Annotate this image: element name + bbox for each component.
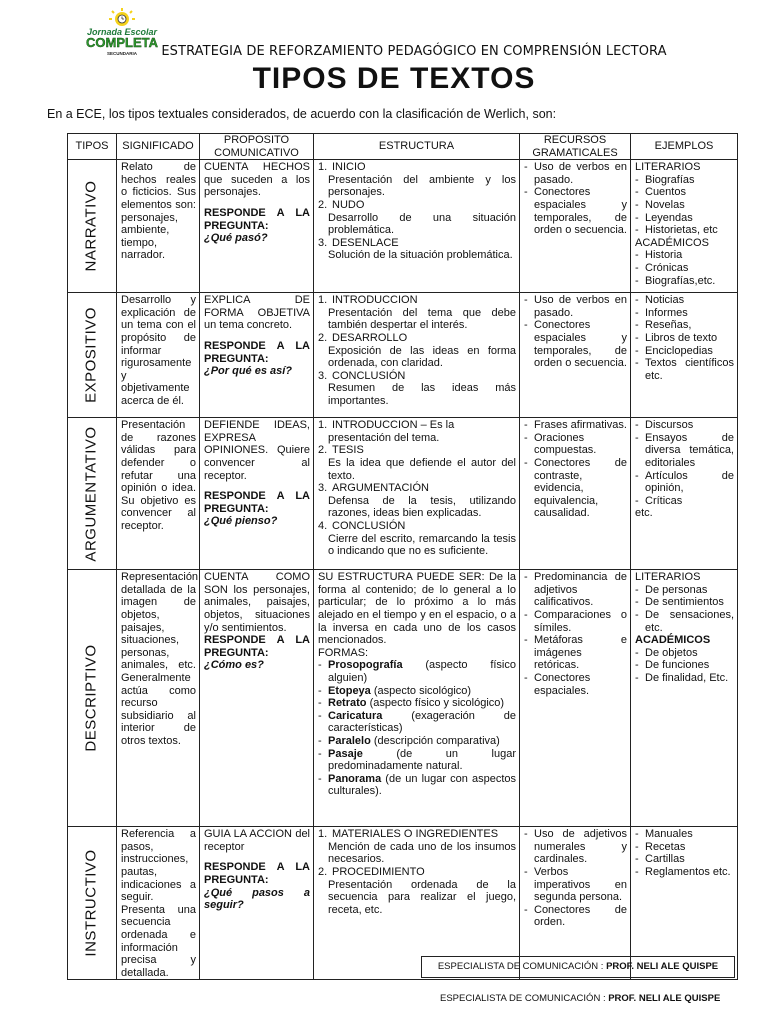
estructura-desc: Desarrollo de una situación problemática.	[328, 211, 516, 237]
estructura-cell	[314, 570, 520, 827]
significado-cell: Presentación de razones válidas para defender o refutar una opinión o idea. Su objetivo es convencer al receptor.	[117, 418, 200, 570]
list-item: - Uso de adjetivos numerales y cardinales.	[524, 828, 627, 866]
list-item: - Noticias	[635, 294, 685, 307]
list-item: - Informes	[635, 306, 688, 319]
footer-specialist-line	[440, 993, 720, 1004]
proposito-cell	[200, 827, 314, 980]
significado-cell: Referencia a pasos, instrucciones, pautas, indicaciones a seguir. Presenta una secuencia ordenada e información precisa y detallada.	[117, 827, 200, 980]
list-item: - Ensayos de diversa temática, editoriales	[635, 431, 734, 469]
recursos-cell	[520, 293, 631, 418]
estructura-item: 2. PROCEDIMIENTO	[318, 865, 425, 878]
proposito-cell	[200, 418, 314, 570]
proposito-main: EXPLICA DE FORMA OBJETIVA un tema concreto.	[204, 294, 310, 332]
pregunta-label: RESPONDE A LA PREGUNTA:	[204, 206, 310, 232]
text-types-table	[67, 133, 738, 980]
ejemplos-cell	[631, 160, 738, 293]
list-item: - Verbos imperativos en segunda persona.	[524, 865, 627, 904]
list-item: - Pasaje (de un lugar predominadamente natural.	[318, 747, 516, 773]
tipo-label: NARRATIVO	[82, 180, 100, 272]
list-item: LITERARIOS	[635, 161, 701, 174]
estructura-desc: Presentación ordenada de la secuencia para realizar el juego, receta, etc.	[328, 878, 516, 916]
pregunta-question: ¿Qué pasos a seguir?	[204, 886, 310, 912]
estructura-desc: presentación del tema.	[328, 431, 440, 444]
significado-cell: Representación detallada de la imagen de objetos, paisajes, situaciones, personas, animales, etc. Generalmente actúa como recurso subsidiario al interior de otros textos.	[117, 570, 200, 827]
ejemplos-cell	[631, 570, 738, 827]
estructura-item: 2. DESARROLLO	[318, 331, 408, 344]
list-item: - Reseñas,	[635, 319, 692, 332]
table-row	[68, 160, 738, 293]
estructura-item: 1. MATERIALES O INGREDIENTES	[318, 828, 499, 841]
header-estructura: ESTRUCTURA	[314, 134, 520, 160]
proposito-cell	[200, 160, 314, 293]
list-item: - Recetas	[635, 840, 686, 853]
table-row	[68, 570, 738, 827]
document-subtitle: ESTRATEGIA DE REFORZAMIENTO PEDAGÓGICO EN COMPRENSIÓN LECTORA	[161, 44, 667, 59]
list-item: - Uso de verbos en pasado.	[524, 294, 627, 319]
list-item: - De sentimientos	[635, 596, 724, 609]
header-significado: SIGNIFICADO	[117, 134, 200, 160]
list-item: - Metáforas e imágenes retóricas.	[524, 634, 627, 672]
estructura-desc: Es la idea que defiende el autor del texto.	[328, 456, 516, 482]
list-item: - De objetos	[635, 646, 698, 659]
estructura-cell	[314, 160, 520, 293]
formas-label: FORMAS:	[318, 646, 369, 659]
list-item: - De funciones	[635, 659, 710, 672]
ejemplos-cell	[631, 418, 738, 570]
table-row	[68, 293, 738, 418]
list-item: - Discursos	[635, 419, 694, 432]
recursos-cell	[520, 418, 631, 570]
proposito-main: CUENTA COMO SON los personajes, animales, paisajes, objetos, situaciones y/o sentimientos.	[204, 571, 310, 634]
pregunta-question: ¿Qué pienso?	[204, 515, 278, 528]
ejemplos-cell	[631, 293, 738, 418]
document-title: TIPOS DE TEXTOS	[252, 62, 536, 95]
proposito-cell	[200, 570, 314, 827]
footer-name-2: PROF. NELI ALE QUISPE	[608, 993, 721, 1004]
estructura-item: 3. DESENLACE	[318, 236, 399, 249]
significado-cell: Relato de hechos reales o ficticios. Sus elementos son: personajes, ambiente, tiempo, narrador.	[117, 160, 200, 293]
tipo-cell	[68, 160, 117, 293]
list-item: - Caricatura (exageración de características)	[318, 709, 516, 735]
list-item: - Retrato (aspecto físico y sicológico)	[318, 697, 505, 710]
estructura-intro: SU ESTRUCTURA PUEDE SER: De la forma al contenido; de lo general a lo particular; de lo próximo a lo más alejado en el tiempo y en el espacio, o a la inversa en cada uno de los casos mencionados.	[318, 571, 516, 647]
tipo-cell	[68, 293, 117, 418]
header-ejemplos: EJEMPLOS	[631, 134, 738, 160]
header-tipos: TIPOS	[68, 134, 117, 160]
pregunta-label: RESPONDE A LA PREGUNTA:	[204, 339, 310, 365]
list-item: - Predominancia de adjetivos calificativos.	[524, 571, 627, 609]
tipo-label: DESCRIPTIVO	[82, 644, 100, 752]
list-item: - Textos científicos etc.	[635, 357, 734, 382]
list-item: - De personas	[635, 583, 708, 596]
list-item: - Oraciones compuestas.	[524, 431, 597, 457]
list-item: - Artículos de opinión,	[635, 469, 734, 495]
pregunta-label: RESPONDE A LA PREGUNTA:	[204, 490, 310, 515]
proposito-cell	[200, 293, 314, 418]
estructura-desc: Solución de la situación problemática.	[328, 249, 513, 262]
list-item: - Paralelo (descripción comparativa)	[318, 734, 500, 747]
pregunta-question: ¿Por qué es así?	[204, 365, 293, 378]
estructura-item: 3. ARGUMENTACIÓN	[318, 482, 429, 495]
tipo-cell	[68, 418, 117, 570]
tipo-label: ARGUMENTATIVO	[82, 426, 100, 562]
estructura-desc: Presentación del ambiente y los personajes.	[328, 173, 516, 199]
logo-line1: Jornada Escolar	[86, 27, 158, 37]
list-item: - Conectores de orden.	[524, 903, 627, 929]
estructura-item: 2. NUDO	[318, 198, 365, 211]
list-item: - Libros de texto	[635, 331, 718, 344]
list-item: - Conectores espaciales y temporales, de orden o secuencia.	[524, 319, 627, 370]
estructura-item: 1. INICIO	[318, 161, 366, 174]
list-item: - Etopeya (aspecto sicológico)	[318, 684, 472, 697]
pregunta-label: RESPONDE A LA PREGUNTA:	[204, 861, 310, 886]
proposito-main: CUENTA HECHOS que suceden a los personajes.	[204, 161, 310, 199]
estructura-item: 1. INTRODUCCION – Es la	[318, 419, 455, 432]
list-item: - Uso de verbos en pasado.	[524, 161, 627, 186]
tipo-cell	[68, 827, 117, 980]
significado-cell: Desarrollo y explicación de un tema con el propósito de informar rigurosamente y objetivamente acerca de él.	[117, 293, 200, 418]
list-item: - Historia	[635, 249, 683, 262]
pregunta-label: RESPONDE A LA PREGUNTA:	[204, 634, 310, 659]
tipo-label: INSTRUCTIVO	[82, 849, 100, 957]
recursos-cell	[520, 570, 631, 827]
table-header-row	[68, 134, 738, 160]
estructura-item: 4. CONCLUSIÓN	[318, 519, 406, 532]
footer-specialist-box	[421, 956, 735, 978]
tipo-label: EXPOSITIVO	[82, 307, 100, 404]
pregunta-question: ¿Qué pasó?	[204, 232, 268, 245]
list-item: - Historietas, etc	[635, 224, 718, 237]
list-item: - Conectores espaciales.	[524, 671, 591, 697]
estructura-desc: Presentación del tema que debe también despertar el interés.	[328, 306, 516, 332]
list-item: - Enciclopedias	[635, 344, 713, 357]
estructura-item: 2. TESIS	[318, 444, 364, 457]
estructura-item: 1. INTRODUCCION	[318, 294, 418, 307]
list-item: - Conectores de contraste, evidencia, equivalencia, causalidad.	[524, 456, 627, 520]
intro-text: En a ECE, los tipos textuales considerados, de acuerdo con la clasificación de Werlich, son:	[47, 107, 557, 121]
list-item: - Críticas	[635, 494, 683, 507]
list-item: LITERARIOS	[635, 571, 701, 584]
list-item: - Manuales	[635, 828, 693, 841]
list-item: - Biografías,etc.	[635, 274, 716, 287]
list-item: - Comparaciones o símiles.	[524, 608, 627, 634]
list-item: ACADÉMICOS	[635, 236, 709, 249]
pregunta-question: ¿Cómo es?	[204, 659, 264, 672]
list-item: ACADÉMICOS	[635, 634, 711, 647]
tipo-cell	[68, 570, 117, 827]
logo-line2: COMPLETA	[86, 35, 158, 50]
list-item: - Conectores espaciales y temporales, de orden o secuencia.	[524, 186, 627, 237]
sun-icon	[109, 8, 135, 26]
list-item: - Leyendas	[635, 211, 693, 224]
estructura-item: 3. CONCLUSIÓN	[318, 369, 406, 382]
list-item: - Cartillas	[635, 853, 685, 866]
estructura-desc: Resumen de las ideas más importantes.	[328, 382, 516, 407]
estructura-desc: Exposición de las ideas en forma ordenada, con claridad.	[328, 344, 516, 370]
list-item: - Prosopografía (aspecto físico alguien)	[318, 659, 516, 684]
footer-label: ESPECIALISTA DE COMUNICACIÓN :	[437, 961, 607, 972]
list-item: - De finalidad, Etc.	[635, 671, 729, 684]
list-item: - Crónicas	[635, 261, 689, 274]
estructura-cell	[314, 418, 520, 570]
footer-name: PROF. NELI ALE QUISPE	[606, 961, 719, 972]
header-recursos: RECURSOS GRAMATICALES	[520, 134, 631, 160]
estructura-cell	[314, 293, 520, 418]
recursos-cell	[520, 160, 631, 293]
list-item: etc.	[635, 507, 653, 520]
estructura-desc: Defensa de la tesis, utilizando razones, ideas bien explicadas.	[328, 494, 516, 520]
list-item: - Frases afirmativas.	[524, 419, 627, 432]
list-item: - Biografías	[635, 173, 695, 186]
header-proposito: PROPOSITO COMUNICATIVO	[200, 134, 314, 160]
list-item: - Reglamentos etc.	[635, 865, 731, 878]
table-row	[68, 418, 738, 570]
list-item: - Novelas	[635, 198, 685, 211]
list-item: - Panorama (de un lugar con aspectos culturales).	[318, 772, 516, 798]
estructura-desc: Mención de cada uno de los insumos necesarios.	[328, 840, 516, 866]
logo-line3: SECUNDARIA	[106, 51, 138, 56]
footer-label-2: ESPECIALISTA DE COMUNICACIÓN :	[440, 993, 609, 1004]
proposito-main: DEFIENDE IDEAS, EXPRESA OPINIONES. Quiere convencer al receptor.	[204, 419, 310, 482]
list-item: - Cuentos	[635, 186, 686, 199]
estructura-desc: Cierre del escrito, remarcando la tesis o indicando que no es suficiente.	[328, 532, 516, 558]
proposito-main: GUIA LA ACCION del receptor	[204, 828, 310, 853]
list-item: - De sensaciones, etc.	[635, 608, 734, 634]
